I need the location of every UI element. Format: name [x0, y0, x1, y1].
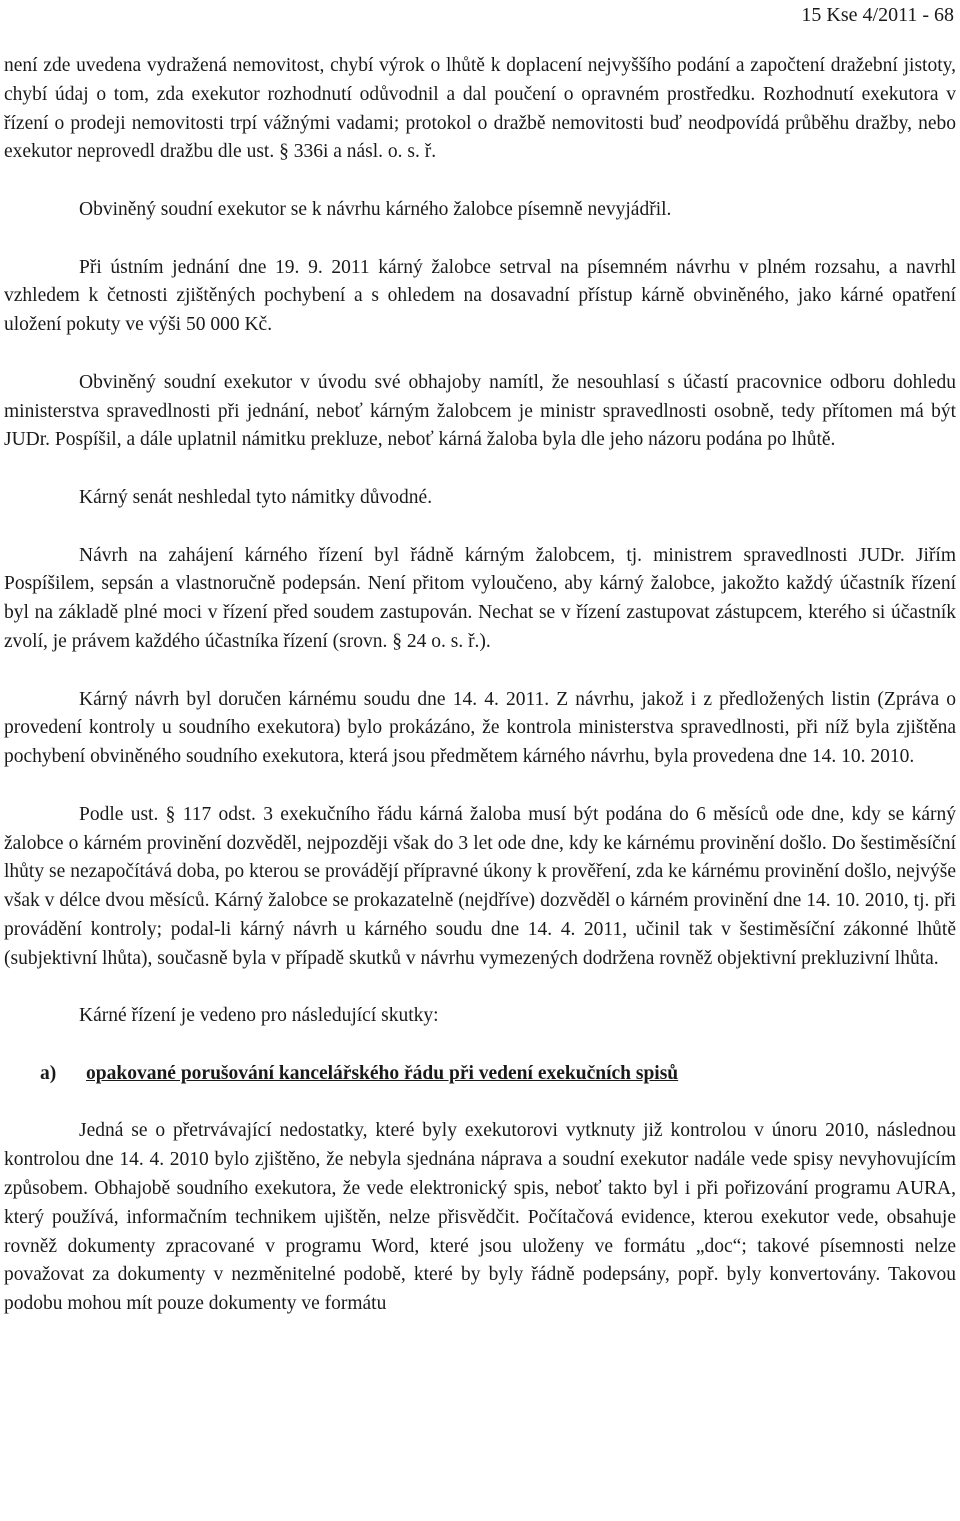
paragraph-defects: není zde uvedena vydražená nemovitost, chybí výrok o lhůtě k doplacení nejvyššího podání a započtení dražební jistoty, chybí údaj o tom, zda exekutor rozhodnutí odůvodnil a dal poučení o opravném prostředku. Rozhodnutí exekutora v řízení o prodeji nemovitosti trpí vážnými vadami; protokol o dražbě nemovitosti buď neodpovídá průběhu dražby, nebo exekutor neprovedl dražbu dle ust. § 336i a násl. o. s. ř. [4, 55, 956, 163]
paragraph-proposal-signed: Návrh na zahájení kárného řízení byl řádně kárným žalobcem, tj. ministrem spravedlnosti JUDr. Jiřím Pospíšilem, sepsán a vlastnoručně podepsán. Není přitom vyloučeno, aby kárný žalobce, jakožto každý účastník řízení byl na základě plné moci v řízení před soudem zastupován. Nechat se v řízení zastupovat zástupcem, kterého si účastník zvolí, je právem každého účastníka řízení (srovn. § 24 o. s. ř.). [4, 544, 956, 652]
paragraph-acts-intro: Kárné řízení je vedeno pro následující skutky: [79, 1005, 439, 1027]
case-number-header: 15 Kse 4/2011 - 68 [801, 4, 954, 26]
paragraph-senate-ruling: Kárný senát neshledal tyto námitky důvodné. [79, 486, 433, 508]
paragraph-persistent-deficiencies: Jedná se o přetrvávající nedostatky, které byly exekutorovi vytknuty již kontrolou v únoru 2010, následnou kontrolou dne 14. 4. 2010 bylo zjištěno, že nebyla sjednána náprava a soudní exekutor nadále vede spisy nevyhovujícím způsobem. Obhajobě soudního exekutora, že vede elektronický spis, neboť takto byl i při pořizování programu AURA, který používá, informačním technikem ujištěn, nelze přisvědčit. Počítačová evidence, kterou exekutor vede, obsahuje rovněž dokumenty zpracované v programu Word, které jsou uloženy ve formátu „doc“; takové písemnosti nelze považovat za dokumenty v nezměnitelné podobě, které by byly řádně podepsány, popř. byly konvertovány. Takovou podobu mohou mít pouze dokumenty ve formátu [4, 1120, 956, 1315]
paragraph-no-statement: Obviněný soudní exekutor se k návrhu kárného žalobce písemně nevyjádřil. [79, 198, 672, 220]
paragraph-delivery-date: Kárný návrh byl doručen kárnému soudu dne 14. 4. 2011. Z návrhu, jakož i z předložených listin (Zpráva o provedení kontroly u soudního exekutora) bylo prokázáno, že kontrola ministerstva spravedlnosti, při níž byla zjištěna pochybení obviněného soudního exekutora, která jsou předmětem kárného návrhu, byla provedena dne 14. 10. 2010. [4, 688, 956, 768]
paragraph-defense-objection: Obviněný soudní exekutor v úvodu své obhajoby namítl, že nesouhlasí s účastí pracovnice odboru dohledu ministerstva spravedlnosti při jednání, neboť kárným žalobcem je ministr spravedlnosti osobně, tedy přítomen má být JUDr. Pospíšil, a dále uplatnil námitku prekluze, neboť kárná žaloba byla dle jeho názoru podána po lhůtě. [4, 371, 956, 451]
paragraph-limitation-period: Podle ust. § 117 odst. 3 exekučního řádu kárná žaloba musí být podána do 6 měsíců ode dne, kdy se kárný žalobce o kárném provinění dozvěděl, nejpozději však do 3 let ode dne, kdy ke kárnému provinění došlo. Do šestiměsíční lhůty se nezapočítává doba, po kterou se provádějí přípravné úkony k prověření, zda ke kárnému provinění došlo, nejvýše však v délce dvou měsíců. Kárný žalobce se prokazatelně (nejdříve) dozvěděl o kárném provinění dne 14. 10. 2010, tj. při provádění kontroly; podal-li kárný návrh u kárného soudu dne 14. 4. 2011, učinil tak v šestiměsíční zákonné lhůtě (subjektivní lhůta), současně byla v případě skutků v návrhu vymezených dodržena rovněž objektivní prekluzivní lhůta. [4, 803, 956, 969]
section-title: opakované porušování kancelářského řádu při vedení exekučních spisů [86, 1062, 679, 1084]
paragraph-oral-hearing: Při ústním jednání dne 19. 9. 2011 kárný žalobce setrval na písemném návrhu v plném rozsahu, a navrhl vzhledem k četnosti zjištěných pochybení a s ohledem na dosavadní přístup kárně obviněného, jako kárné opatření uložení pokuty ve výši 50 000 Kč. [4, 256, 956, 336]
section-heading-a [4, 1060, 956, 1089]
document-body [4, 52, 956, 1319]
section-letter: a) [40, 1062, 57, 1084]
